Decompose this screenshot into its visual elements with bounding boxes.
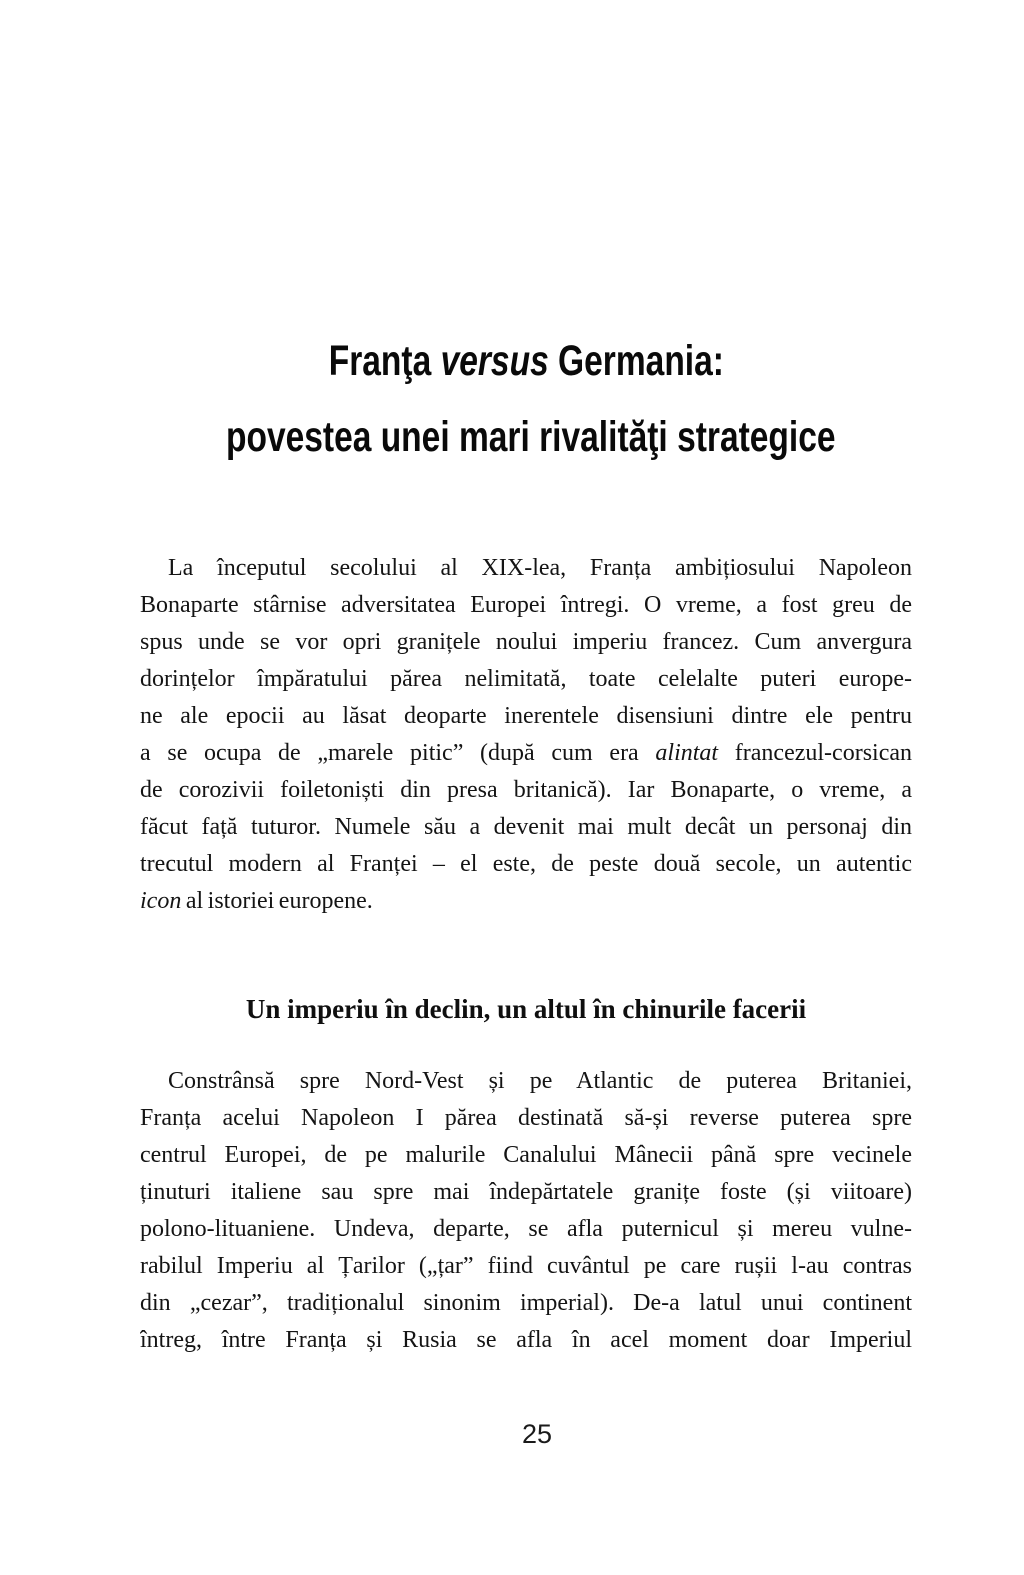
text-run: Franța acelui Napoleon I părea destinată să-și reverse puterea spre <box>140 1105 912 1131</box>
text-run: Franţa <box>328 337 441 385</box>
text-line <box>140 1174 912 1211</box>
text-run: din „cezar”, tradiționalul sinonim imperial). De-a latul unui continent <box>140 1290 912 1316</box>
text-run: al istoriei europene. <box>181 888 373 914</box>
text-column <box>140 0 912 1451</box>
text-line <box>140 550 912 587</box>
text-line <box>140 1322 912 1359</box>
chapter-title-line-2 <box>140 412 912 462</box>
text-run: Germania: <box>548 337 724 385</box>
section-heading: Un imperiu în declin, un altul în chinurile facerii <box>245 994 807 1024</box>
italic-text: alintat <box>655 740 719 766</box>
text-run: ținuturi italiene sau spre mai îndepărtatele granițe foste (și viitoare) <box>140 1179 912 1205</box>
text-run: de corozivii foiletoniști din presa britanică). Iar Bonaparte, o vreme, a <box>140 777 912 803</box>
text-line <box>140 809 912 846</box>
italic-text: versus <box>440 337 549 385</box>
chapter-title-line-1 <box>140 336 912 386</box>
text-line <box>140 1211 912 1248</box>
text-run: rabilul Imperiu al Țarilor („țar” fiind cuvântul pe care rușii l-au contras <box>140 1253 912 1279</box>
paragraph-1 <box>140 550 912 920</box>
page-number: 25 <box>521 1419 553 1449</box>
text-run: ne ale epocii au lăsat deoparte inerentele disensiuni dintre ele pentru <box>140 703 912 729</box>
text-run: Constrânsă spre Nord-Vest și pe Atlantic de puterea Britaniei, <box>168 1068 912 1094</box>
text-run: francezul-corsican <box>718 740 912 766</box>
text-run: trecutul modern al Franței – el este, de peste două secole, un autentic <box>140 851 912 877</box>
chapter-title <box>140 0 912 462</box>
text-line <box>140 1285 912 1322</box>
text-run: a se ocupa de „marele pitic” (după cum era <box>140 740 656 766</box>
text-line <box>140 735 912 772</box>
text-line <box>140 883 912 920</box>
text-line <box>140 587 912 624</box>
text-line <box>140 624 912 661</box>
text-run: spus unde se vor opri granițele noului imperiu francez. Cum anvergura <box>140 629 912 655</box>
text-line <box>140 1100 912 1137</box>
text-line <box>140 698 912 735</box>
text-run: polono-lituaniene. Undeva, departe, se afla puternicul și mereu vulne- <box>140 1216 912 1242</box>
text-run: centrul Europei, de pe malurile Canalului Mânecii până spre vecinele <box>140 1142 912 1168</box>
text-run: dorințelor împăratului părea nelimitată, toate celelalte puteri europe- <box>140 666 912 692</box>
text-line <box>140 1248 912 1285</box>
text-run: făcut față tuturor. Numele său a devenit mai mult decât un personaj din <box>140 814 912 840</box>
italic-text: icon <box>140 888 182 914</box>
text-line <box>140 661 912 698</box>
text-run: La începutul secolului al XIX-lea, Franța ambițiosului Napoleon <box>168 555 912 581</box>
text-line <box>140 772 912 809</box>
text-line <box>140 1063 912 1100</box>
text-line <box>140 1137 912 1174</box>
paragraph-2 <box>140 1063 912 1359</box>
chapter-title-line-1-text <box>328 336 723 386</box>
text-line <box>140 846 912 883</box>
text-run: Bonaparte stârnise adversitatea Europei întregi. O vreme, a fost greu de <box>140 592 912 618</box>
text-run: întreg, între Franța și Rusia se afla în acel moment doar Imperiul <box>140 1327 912 1353</box>
chapter-title-line-2-text: povestea unei mari rivalităţi strategice <box>225 413 836 461</box>
